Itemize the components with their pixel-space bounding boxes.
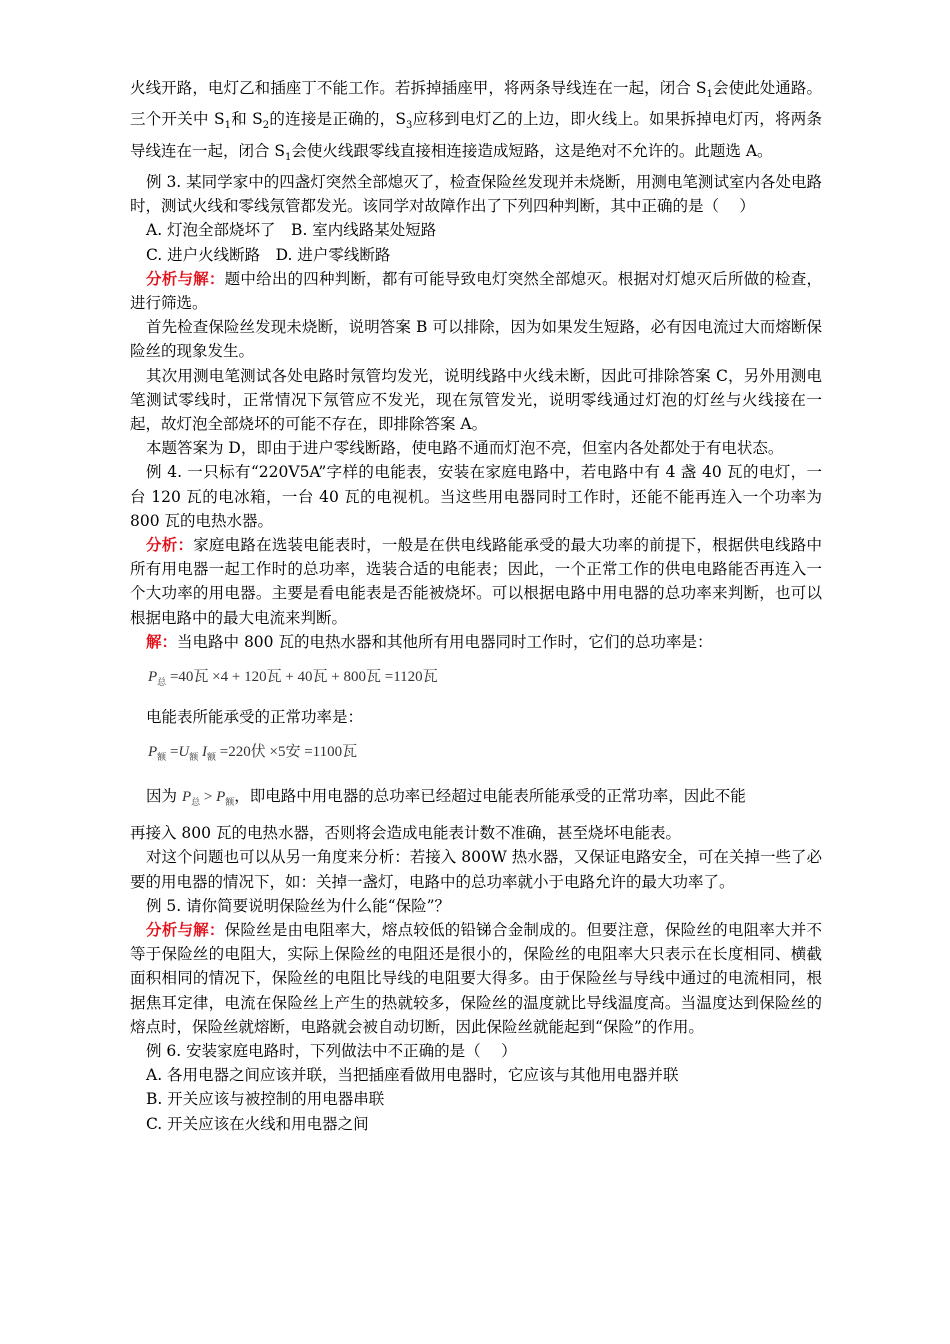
comparison-formula: $P_总 > P_额$ [181, 789, 235, 808]
example-5-question: 例 5. 请你简要说明保险丝为什么能“保险”？ [146, 896, 450, 915]
example-6-option-b: B. 开关应该与被控制的用电器串联 [146, 1090, 385, 1109]
example-3-paragraph-1: 首先检查保险丝发现未烧断，说明答案 B 可以排除，因为如果发生短路，必有因电流过大而熔断保险丝的现象发生。 [130, 318, 822, 361]
solution-label: 解： [146, 631, 178, 651]
example-4-question: 例 4. 一只标有“220V5A”字样的电能表，安装在家庭电路中，若电路中有 4 盏 40 瓦的电灯，一台 120 瓦的电冰箱，一台 40 瓦的电视机。当这些用电器同时工作时，还能不能再连入一个功率为 800 瓦的电热水器。 [130, 463, 822, 530]
comparison-continuation: 再接入 800 瓦的电热水器，否则将会造成电能表计数不准确，甚至烧坏电能表。 [130, 824, 681, 843]
normal-power-text: 电能表所能承受的正常功率是： [146, 707, 364, 726]
document-page [130, 76, 822, 1136]
example-5-analysis: 分析与解：保险丝是由电阻率大，熔点较低的铅锑合金制成的。但要注意，保险丝的电阻率大并不等于保险丝的电阻大，实际上保险丝的电阻还是很小的，保险丝的电阻率大只表示在长度相同、横截面积相同的情况下，保险丝的电阻比导线的电阻要大得多。由于保险丝与导线中通过的电流相同，根据焦耳定律，电流在保险丝上产生的热就较多，保险丝的温度就比导线温度高。当温度达到保险丝的熔点时，保险丝就熔断，电路就会被自动切断，因此保险丝就能起到“保险”的作用。 [130, 919, 822, 1036]
example-6-option-c: C. 开关应该在火线和用电器之间 [146, 1114, 369, 1133]
example-3-paragraph-2: 其次用测电笔测试各处电路时氖管均发光，说明线路中火线未断，因此可排除答案 C，另外用测电笔测试零线时，正常情况下氖管应不发光，现在氖管发光，说明零线通过灯泡的灯丝与火线接在一起，故灯泡全部烧坏的可能不存在，即排除答案 A。 [130, 366, 822, 433]
example-3-question: 例 3. 某同学家中的四盏灯突然全部熄灭了，检查保险丝发现并未烧断，用测电笔测试室内各处电路时，测试火线和零线氖管都发光。该同学对故障作出了下列四种判断，其中正确的是（ ） [130, 172, 822, 216]
example-4-analysis: 分析：家庭电路在选装电能表时，一般是在供电线路能承受的最大功率的前提下，根据供电线路中所有用电器一起工作时的总功率，选装合适的电能表；因此，一个正常工作的供电电路能否再连入一个大功率的用电器。主要是看电能表是否能被烧坏。可以根据电路中用电器的总功率来判断，也可以根据电路中的最大电流来判断。 [130, 534, 822, 627]
example-4-solution: 解：当电路中 800 瓦的电热水器和其他所有用电器同时工作时，它们的总功率是： [146, 631, 713, 651]
example-6-option-a: A. 各用电器之间应该并联，当把插座看做用电器时，它应该与其他用电器并联 [146, 1066, 679, 1085]
comparison-sentence: 因为 $P_总 > P_额$，即电路中用电器的总功率已经超过电能表所能承受的正常功率，因此不能 [146, 787, 746, 808]
total-power-formula: $P_总 =40$瓦 ×4 + 120瓦 + 40瓦 + 800瓦 =1120瓦 [148, 668, 438, 687]
analysis-label: 分析： [146, 534, 194, 554]
analysis-label: 分析与解： [146, 268, 225, 288]
example-4-alternative: 对这个问题也可以从另一角度来分析：若接入 800W 热水器，又保证电路安全，可在关掉一些了必要的用电器的情况下，如：关掉一盏灯，电路中的总功率就小于电路允许的最大功率了。 [130, 848, 822, 891]
rated-power-formula: $P_额 =U_额$ $I_额 =220$伏 ×5安 =1100瓦 [148, 744, 358, 763]
example-6-question: 例 6. 安装家庭电路时，下列做法中不正确的是（ ） [146, 1041, 517, 1060]
example-3-options-cd: C. 进户火线断路 D. 进户零线断路 [146, 245, 391, 264]
example-3-options-ab: A. 灯泡全部烧坏了 B. 室内线路某处短路 [146, 221, 437, 240]
analysis-label: 分析与解： [146, 919, 225, 939]
example-3-answer: 本题答案为 D，即由于进户零线断路，使电路不通而灯泡不亮，但室内各处都处于有电状态。 [146, 439, 784, 458]
intro-paragraph: 火线开路，电灯乙和插座丁不能工作。若拆掉插座甲，将两条导线连在一起，闭合 $S_1$会使此处通路。三个开关中 $S_1$和 $S_2$的连接是正确的，$S_3$应移到电灯乙的上边，即火线上。如果拆掉电灯丙，将两条导线连在一起，闭合 $S_1$会使火线跟零线直接相连接造成短路，这是绝对不允许的。此题选 A。 [130, 79, 823, 163]
example-3-analysis: 分析与解：题中给出的四种判断，都有可能导致电灯突然全部熄灭。根据对灯熄灭后所做的检查，进行筛选。 [130, 268, 822, 312]
